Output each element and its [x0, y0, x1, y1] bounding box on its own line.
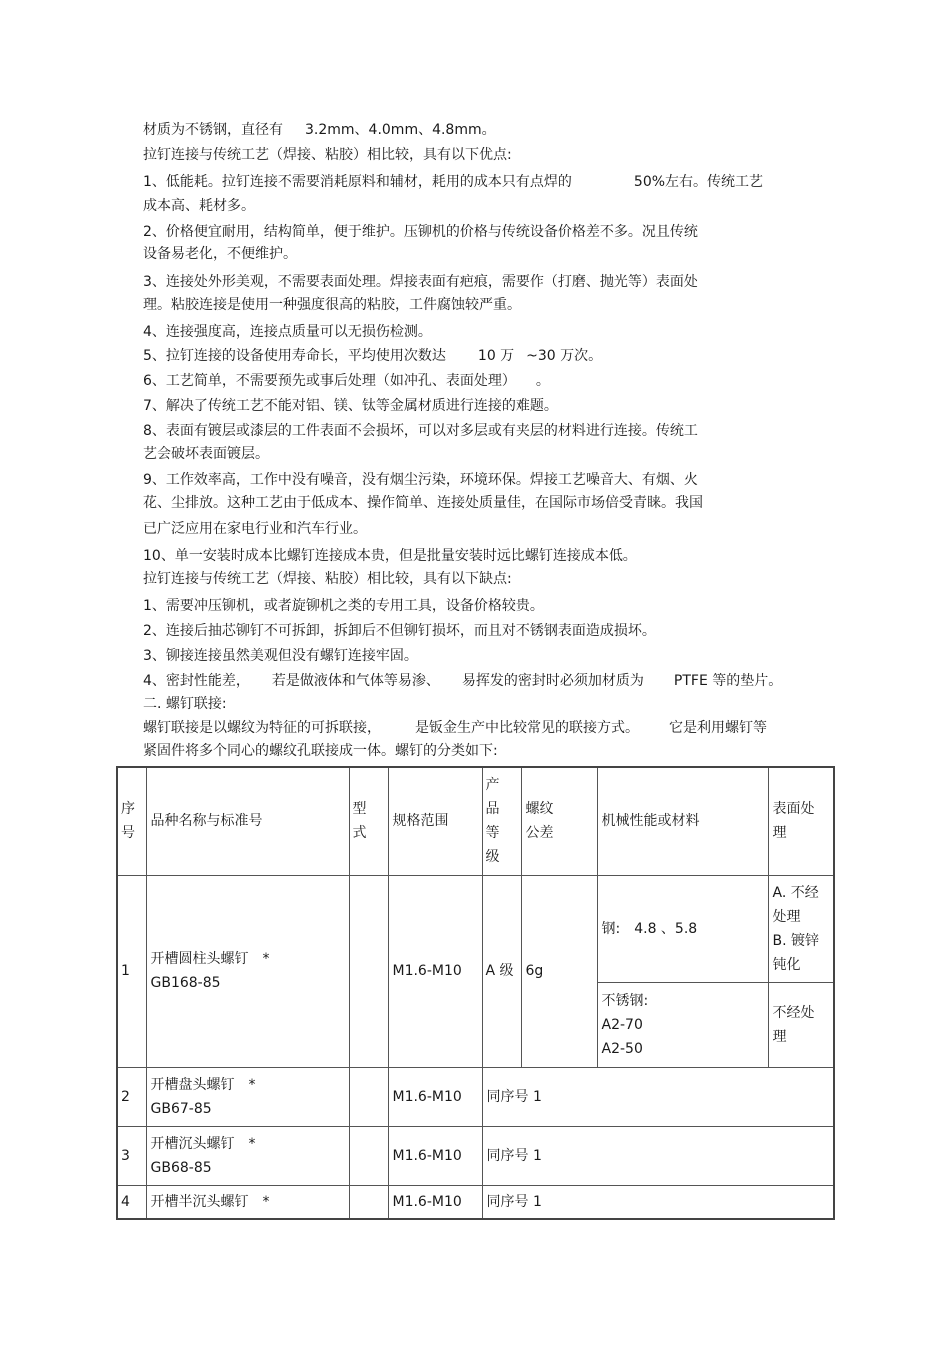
- text-line: [143, 719, 767, 737]
- text-segment: ~30 万次。: [526, 348, 603, 364]
- text-segment: PTFE 等的垫片。: [673, 673, 783, 689]
- text-line: [143, 742, 498, 760]
- text-line: [143, 197, 255, 215]
- row4-same-as: 同序号 1: [482, 1185, 834, 1219]
- text-segment: 1、需要冲压铆机，或者旋铆机之类的专用工具，设备价格较贵。: [143, 598, 544, 614]
- text-segment: 3、铆接连接虽然美观但没有螺钉连接牢固。: [143, 648, 418, 664]
- text-line: [143, 347, 602, 365]
- row4-spec: M1.6-M10: [388, 1185, 482, 1219]
- row3-seq: 3: [117, 1126, 146, 1185]
- row1-mech-stainless: 不锈钢: A2-70 A2-50: [597, 982, 768, 1067]
- text-line: [143, 223, 698, 241]
- text-segment: 它是利用螺钉等: [669, 720, 767, 736]
- text-segment: 二. 螺钉联接:: [143, 696, 227, 712]
- text-line: [143, 520, 367, 538]
- row1-surface-stainless: 不经处 理: [768, 982, 834, 1067]
- row2-seq: 2: [117, 1067, 146, 1126]
- text-segment: 7、解决了传统工艺不能对铝、镁、钛等金属材质进行连接的难题。: [143, 398, 558, 414]
- row2-name: 开槽盘头螺钉 * GB67-85: [146, 1067, 349, 1126]
- text-line: [143, 570, 512, 588]
- text-segment: 10、单一安装时成本比螺钉连接成本贵，但是批量安装时远比螺钉连接成本低。: [143, 548, 637, 564]
- text-line: [143, 397, 558, 415]
- header-name: 品种名称与标准号: [146, 767, 349, 875]
- text-line: [143, 597, 544, 615]
- text-segment: 理。粘胶连接是使用一种强度很高的粘胶，工件腐蚀较严重。: [143, 297, 521, 313]
- header-surface: 表面处 理: [768, 767, 834, 875]
- row3-type: [349, 1126, 388, 1185]
- row2-spec: M1.6-M10: [388, 1067, 482, 1126]
- row1-mech-steel: 钢: 4.8 、5.8: [597, 875, 768, 982]
- text-line: [143, 622, 656, 640]
- text-line: [143, 695, 227, 713]
- text-segment: 50%左右。传统工艺: [633, 174, 764, 190]
- text-line: [143, 445, 269, 463]
- screw-classification-table: [116, 766, 835, 1220]
- text-segment: 3、连接处外形美观，不需要表面处理。焊接表面有疤痕，需要作（打磨、抛光等）表面处: [143, 274, 698, 290]
- text-line: [143, 273, 698, 291]
- row3-same-as: 同序号 1: [482, 1126, 834, 1185]
- row1-type: [349, 875, 388, 1067]
- header-grade: 产 品 等 级: [482, 767, 521, 875]
- text-line: [143, 323, 432, 341]
- text-line: [143, 422, 698, 440]
- text-line: [143, 146, 512, 164]
- row2-same-as: 同序号 1: [482, 1067, 834, 1126]
- header-mechanical: 机械性能或材料: [597, 767, 768, 875]
- text-segment: 2、连接后抽芯铆钉不可拆卸，拆卸后不但铆钉损坏，而且对不锈钢表面造成损坏。: [143, 623, 656, 639]
- text-line: [143, 647, 418, 665]
- text-segment: 4、密封性能差，: [143, 673, 250, 689]
- text-segment: 6、工艺简单，不需要预先或事后处理（如冲孔、表面处理）: [143, 373, 516, 389]
- text-line: [143, 121, 496, 139]
- row1-tolerance: 6g: [521, 875, 597, 1067]
- text-segment: 1、低能耗。拉钉连接不需要消耗原料和辅材，耗用的成本只有点焊的: [143, 174, 572, 190]
- header-seq: 序 号: [117, 767, 146, 875]
- text-segment: 5、拉钉连接的设备使用寿命长，平均使用次数达: [143, 348, 446, 364]
- text-line: [143, 296, 521, 314]
- row1-grade: A 级: [482, 875, 521, 1067]
- text-segment: 。: [535, 373, 550, 389]
- text-line: [143, 547, 637, 565]
- row1-spec: M1.6-M10: [388, 875, 482, 1067]
- text-segment: 螺钉联接是以螺纹为特征的可拆联接，: [143, 720, 381, 736]
- table-row: [117, 1185, 834, 1219]
- row3-spec: M1.6-M10: [388, 1126, 482, 1185]
- text-segment: 10 万: [477, 348, 515, 364]
- row4-seq: 4: [117, 1185, 146, 1219]
- text-line: [143, 471, 698, 489]
- text-segment: 艺会破坏表面镀层。: [143, 446, 269, 462]
- text-segment: 花、尘排放。这种工艺由于低成本、操作简单、连接处质量佳，在国际市场倍受青睐。我国: [143, 495, 703, 511]
- text-segment: 已广泛应用在家电行业和汽车行业。: [143, 521, 367, 537]
- text-segment: 3.2mm、4.0mm、4.8mm。: [305, 122, 496, 138]
- text-segment: 若是做液体和气体等易渗、: [271, 673, 440, 689]
- row3-name: 开槽沉头螺钉 * GB68-85: [146, 1126, 349, 1185]
- header-tolerance: 螺纹 公差: [521, 767, 597, 875]
- text-segment: 8、表面有镀层或漆层的工件表面不会损坏，可以对多层或有夹层的材料进行连接。传统工: [143, 423, 698, 439]
- table-header-row: [117, 767, 834, 875]
- row4-name: 开槽半沉头螺钉 *: [146, 1185, 349, 1219]
- row4-type: [349, 1185, 388, 1219]
- text-segment: 9、工作效率高，工作中没有噪音，没有烟尘污染，环境环保。焊接工艺噪音大、有烟、火: [143, 472, 698, 488]
- row1-seq: 1: [117, 875, 146, 1067]
- text-line: [143, 245, 297, 263]
- text-segment: 拉钉连接与传统工艺（焊接、粘胶）相比较，具有以下缺点:: [143, 571, 512, 587]
- text-segment: 紧固件将多个同心的螺纹孔联接成一体。螺钉的分类如下:: [143, 743, 498, 759]
- text-segment: 是钣金生产中比较常见的联接方式。: [415, 720, 639, 736]
- text-segment: 材质为不锈钢，直径有: [143, 122, 283, 138]
- table-row: [117, 1126, 834, 1185]
- text-segment: 拉钉连接与传统工艺（焊接、粘胶）相比较，具有以下优点:: [143, 147, 512, 163]
- text-segment: 成本高、耗材多。: [143, 198, 255, 214]
- text-segment: 设备易老化，不便维护。: [143, 246, 297, 262]
- text-segment: 2、价格便宜耐用，结构简单，便于维护。压铆机的价格与传统设备价格差不多。况且传统: [143, 224, 698, 240]
- text-line: [143, 672, 782, 690]
- row2-type: [349, 1067, 388, 1126]
- table-row: [117, 1067, 834, 1126]
- text-line: [143, 372, 550, 390]
- row1-surface-steel: A. 不经 处理 B. 镀锌 钝化: [768, 875, 834, 982]
- row1-name: 开槽圆柱头螺钉 * GB168-85: [146, 875, 349, 1067]
- header-spec: 规格范围: [388, 767, 482, 875]
- text-segment: 4、连接强度高，连接点质量可以无损伤检测。: [143, 324, 432, 340]
- text-segment: 易挥发的密封时必须加材质为: [461, 673, 644, 689]
- text-line: [143, 494, 703, 512]
- table-row: [117, 875, 834, 982]
- header-type: 型 式: [349, 767, 388, 875]
- text-line: [143, 173, 763, 191]
